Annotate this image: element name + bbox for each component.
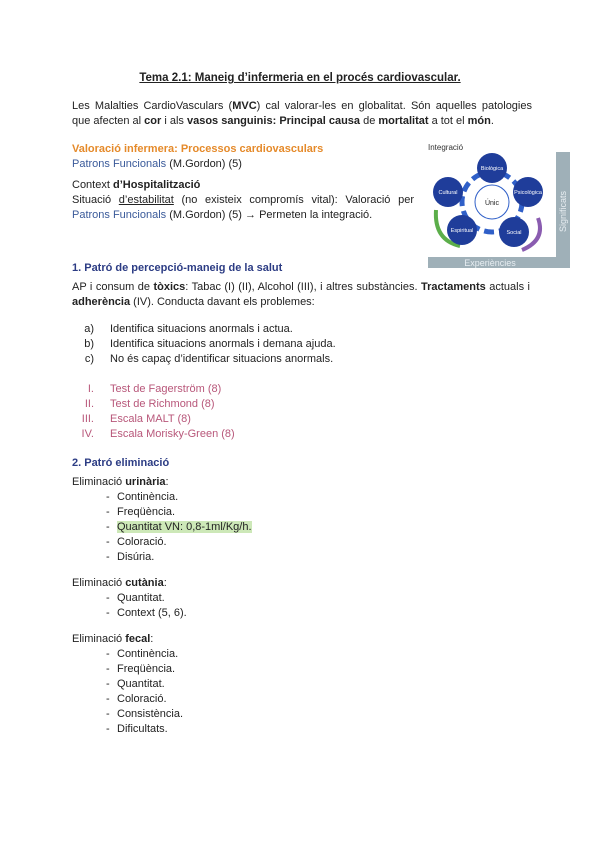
context-block: Context d’Hospitalització Situació d’estabilitat (no existeix compromís vital): Valoració per Patrons Funcionals (M.Gordon) (5) → Permeten la integració. <box>72 179 414 221</box>
list-item: - Continència. <box>106 647 406 662</box>
alpha-list <box>72 322 472 367</box>
svg-text:Social: Social <box>506 230 522 236</box>
fecal-label: Eliminació fecal: <box>72 633 154 645</box>
list-item: I. Test de Fagerström (8) <box>87 383 222 395</box>
node-biologica <box>477 153 507 183</box>
list-item: b) Identifica situacions anormals i demana ajuda. <box>84 338 336 350</box>
svg-text:Psicològica: Psicològica <box>514 190 542 196</box>
list-item <box>106 520 406 535</box>
list-item: c) No és capaç d’identificar situacions anormals. <box>84 353 334 365</box>
node-espiritual <box>447 215 477 245</box>
list-item: IV. Escala Morisky-Green (8) <box>81 428 235 440</box>
escala-morisky-link[interactable]: Escala Morisky-Green (8) <box>110 428 235 440</box>
fecal-list <box>106 647 406 737</box>
test-fagerstrom-link[interactable]: Test de Fagerström (8) <box>110 383 222 395</box>
section2-heading: 2. Patró eliminació <box>72 457 170 469</box>
intro-paragraph: Les Malalties CardioVasculars (MVC) cal valorar-les en globalitat. Són aquelles patologies que afecten al cor i als vasos sanguinis: Principal causa de mortalitat a tot el món. <box>72 100 532 127</box>
cutania-list <box>106 591 406 621</box>
list-item: - Coloració. <box>106 692 406 707</box>
node-psicologica <box>513 177 543 207</box>
side-label: Significats <box>558 190 568 232</box>
list-item: - Consistència. <box>106 707 406 722</box>
list-item: - Coloració. <box>106 535 406 550</box>
node-cultural <box>433 177 463 207</box>
svg-text:Biològica: Biològica <box>480 166 504 172</box>
node-social <box>499 217 529 247</box>
list-item: - Continència. <box>106 490 406 505</box>
list-item: III. Escala MALT (8) <box>81 413 191 425</box>
patrons-link[interactable]: Patrons Funcionals <box>72 158 167 170</box>
bottom-label: Experiències <box>464 258 516 268</box>
roman-list <box>72 382 472 442</box>
list-item: - Disúria. <box>106 550 406 565</box>
list-item: - Quantitat. <box>106 591 406 606</box>
valoracio-block: Valoració infermera: Processos cardiovasculars Patrons Funcionals (M.Gordon) (5) <box>72 142 402 172</box>
test-richmond-link[interactable]: Test de Richmond (8) <box>110 398 215 410</box>
valoracio-heading: Valoració infermera: Processos cardiovasculars <box>72 143 324 155</box>
svg-text:Espiritual: Espiritual <box>450 228 474 234</box>
cutania-label: Eliminació cutània: <box>72 577 167 589</box>
list-item: - Freqüència. <box>106 505 406 520</box>
list-item: - Quantitat. <box>106 677 406 692</box>
page-title: Tema 2.1: Maneig d’infermeria en el procés cardiovascular. <box>139 72 461 84</box>
highlighted-quantitat: Quantitat VN: 0,8-1ml/Kg/h. <box>117 521 252 533</box>
section1-paragraph: AP i consum de tòxics: Tabac (I) (II), Alcohol (III), i altres substàncies. Tractaments actuals i adherència (IV). Conducta davant els problemes: <box>72 281 530 308</box>
escala-malt-link[interactable]: Escala MALT (8) <box>110 413 191 425</box>
diagram-top-label: Integració <box>428 143 464 152</box>
list-item: - Freqüència. <box>106 662 406 677</box>
list-item: II. Test de Richmond (8) <box>84 398 215 410</box>
center-label: Únic <box>484 200 500 207</box>
urinaria-label: Eliminació urinària: <box>72 476 169 488</box>
list-item: - Dificultats. <box>106 722 406 737</box>
holistic-diagram <box>418 140 574 270</box>
list-item: a) Identifica situacions anormals i actua. <box>84 323 293 335</box>
urinaria-list <box>106 490 406 565</box>
patrons-link-2[interactable]: Patrons Funcionals <box>72 209 167 221</box>
section1-heading: 1. Patró de percepció-maneig de la salut <box>72 262 283 274</box>
list-item: - Context (5, 6). <box>106 606 406 621</box>
svg-text:Cultural: Cultural <box>438 190 458 196</box>
